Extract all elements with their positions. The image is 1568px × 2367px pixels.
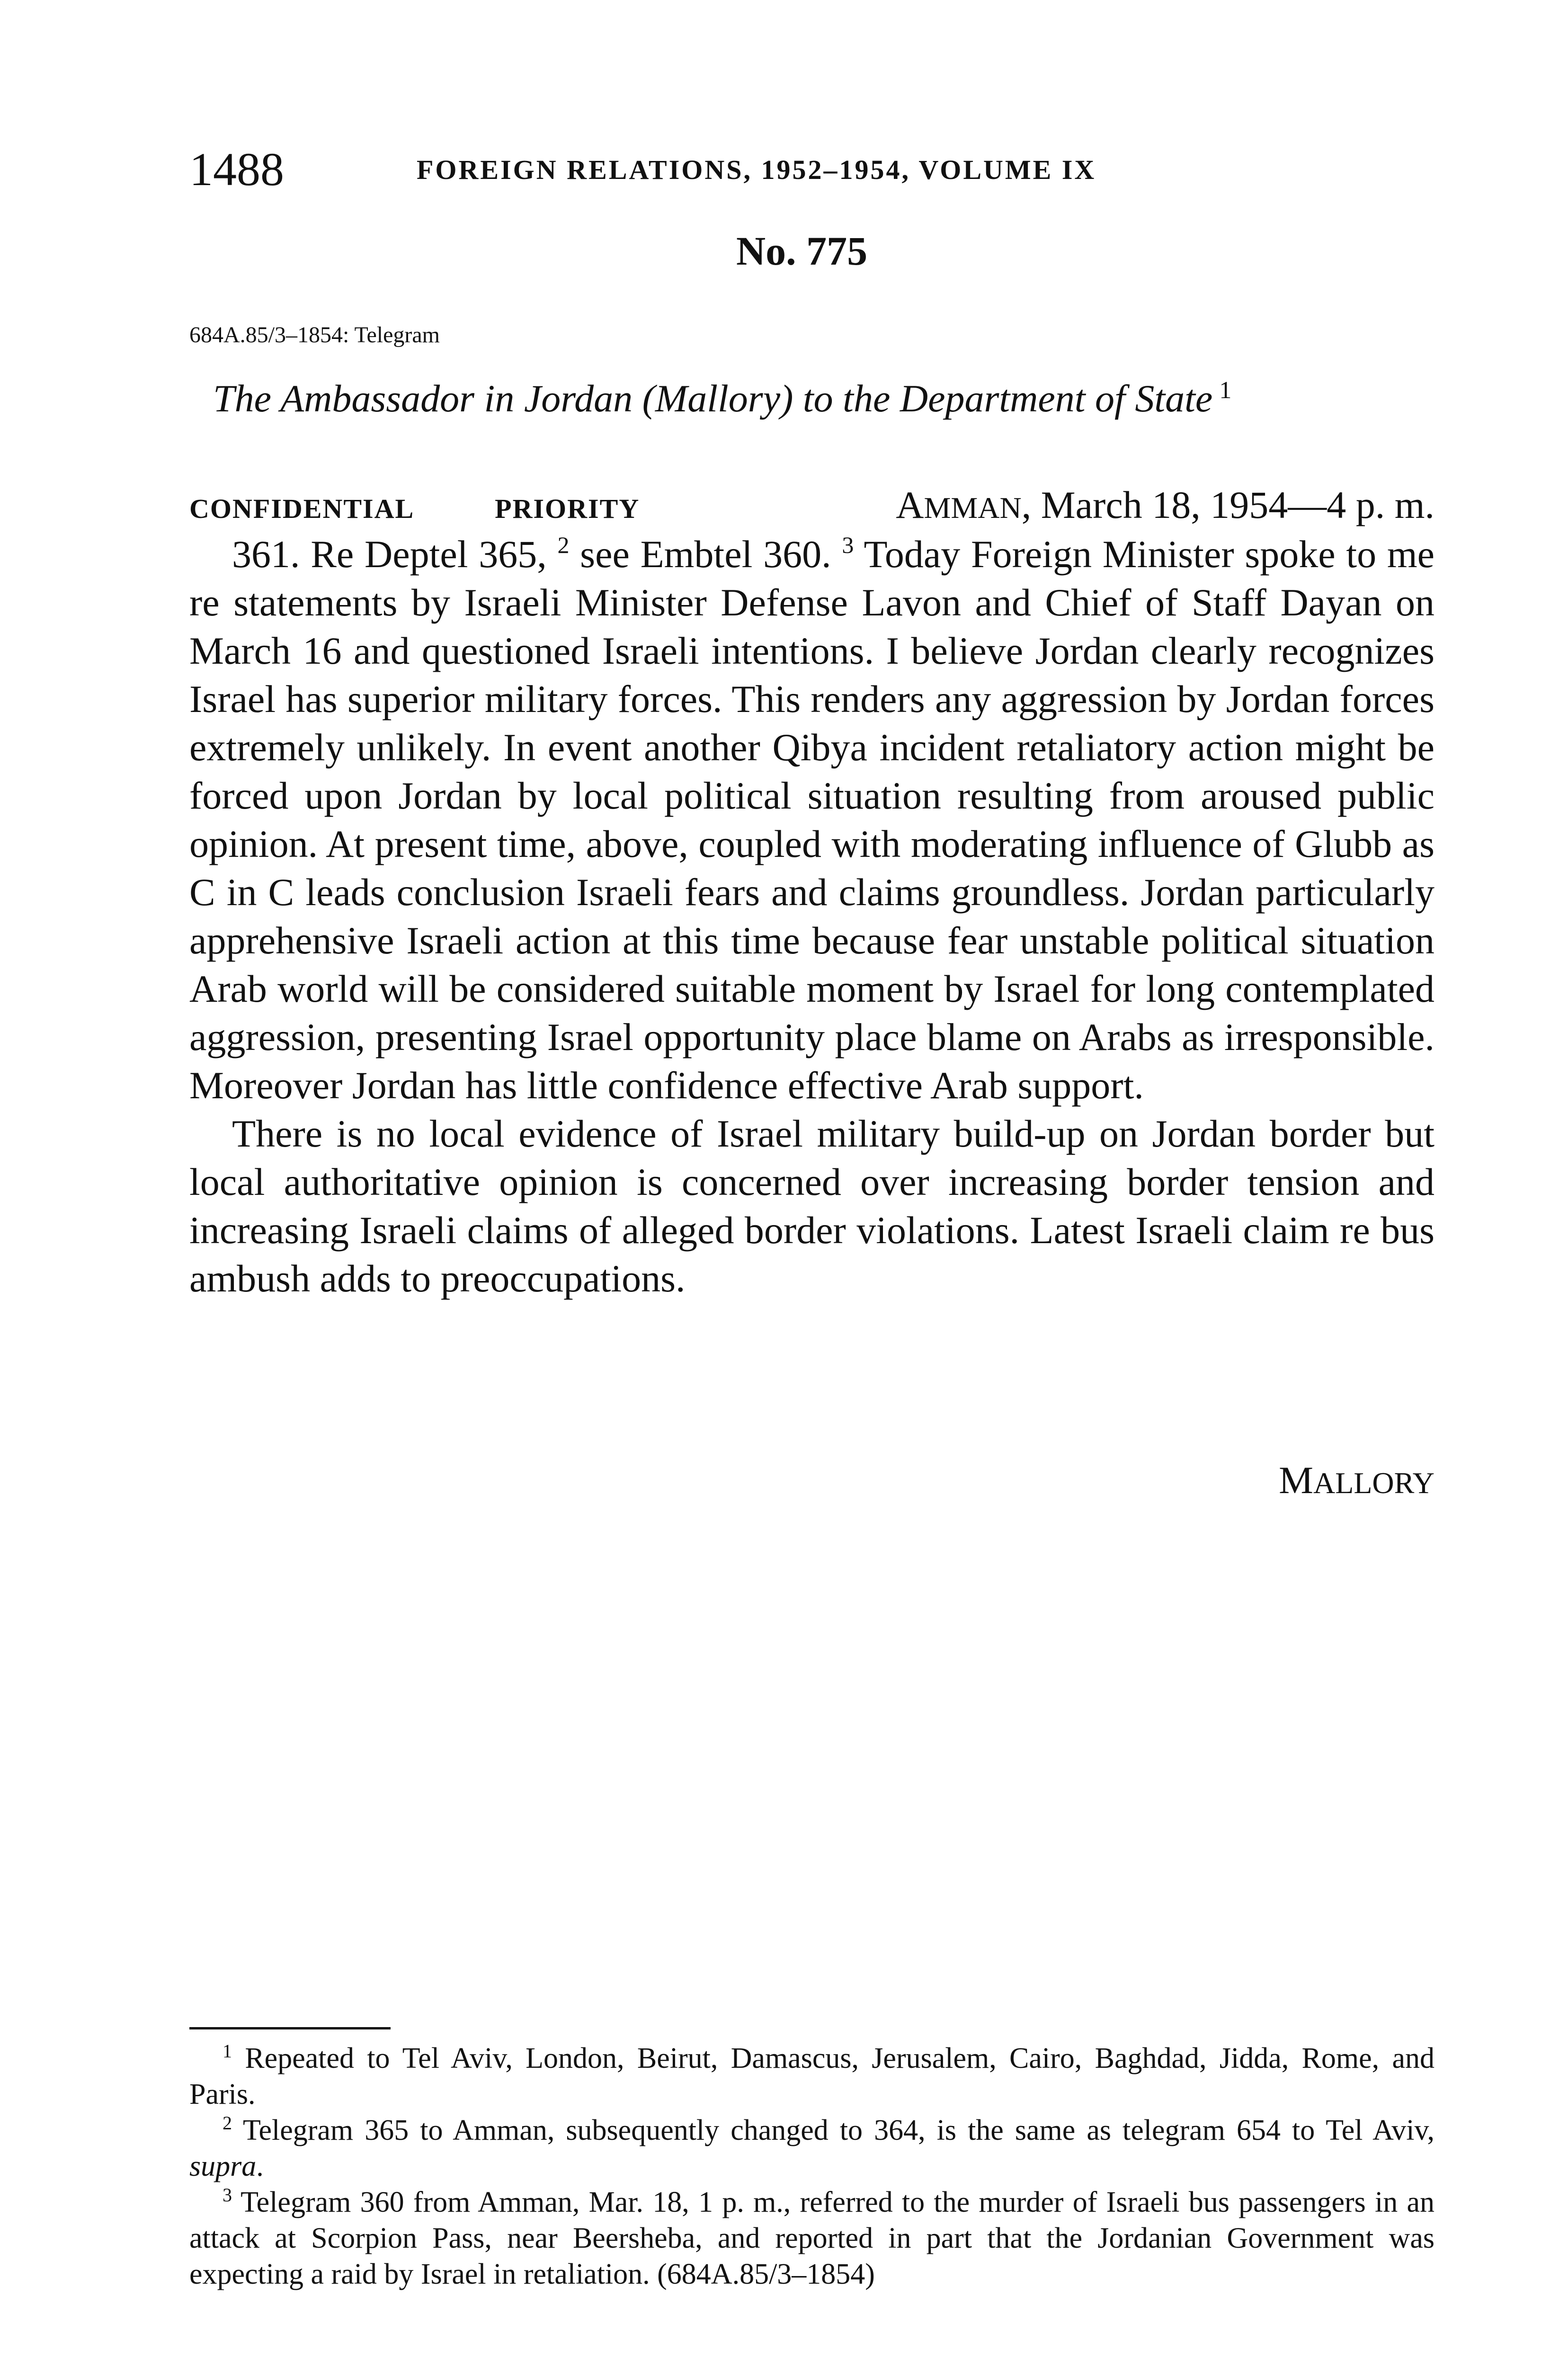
footnote-3-text: Telegram 360 from Amman, Mar. 18, 1 p. m., referred to the murder of Israeli bus passengers in an attack at Scorpion Pass, near Beersheba, and reported in part that the Jordanian Government was expecting a raid by Israel in retaliation. (684A.85/3–1854) [189, 2186, 1434, 2290]
footnote-2-marker: 2 [223, 2112, 232, 2134]
footnote-1 [189, 2040, 1434, 2112]
signature-rest: ALLORY [1313, 1466, 1434, 1500]
file-reference: 684A.85/3–1854: Telegram [189, 322, 440, 347]
dateline-date: , March 18, 1954—4 p. m. [1021, 483, 1434, 526]
dateline-place-rest: MMAN [924, 491, 1022, 525]
paragraph-2: There is no local evidence of Israel military build-up on Jordan border but local authoritative opinion is concerned over increasing border tension and increasing Israeli claims of alleged border violations. Latest Israeli claim re bus ambush adds to preoccupations. [189, 1112, 1434, 1300]
dateline-place-initial: A [896, 483, 924, 526]
title-footnote-marker: 1 [1219, 377, 1232, 404]
running-head: FOREIGN RELATIONS, 1952–1954, VOLUME IX [417, 154, 1096, 185]
paragraph-1-part-1: 361. Re Deptel 365, [232, 533, 547, 576]
classification-line [189, 483, 1434, 527]
document-title [213, 376, 1231, 421]
footnote-1-text: Repeated to Tel Aviv, London, Beirut, Damascus, Jerusalem, Cairo, Baghdad, Jidda, Rome, and Paris. [189, 2042, 1434, 2110]
signature [189, 1458, 1434, 1503]
footnote-2-text-end: . [256, 2150, 264, 2182]
footnote-ref-2: 2 [557, 532, 570, 558]
priority-label: PRIORITY [495, 493, 640, 524]
page-number: 1488 [189, 143, 284, 196]
footnote-1-marker: 1 [223, 2040, 232, 2062]
footnote-3 [189, 2184, 1434, 2292]
footnote-2-italic: supra [189, 2150, 257, 2182]
telegram-body [189, 530, 1434, 1303]
document-number: No. 775 [736, 228, 868, 274]
paragraph-1-part-3: Today Foreign Minister spoke to me re statements by Israeli Minister Defense Lavon and Chief of Staff Dayan on March 16 and questioned Israeli intentions. I believe Jordan clearly recognizes Israel has superior military forces. This renders any aggression by Jordan forces extremely unlikely. In event another Qibya incident retaliatory action might be forced upon Jordan by local political situation resulting from aroused public opinion. At present time, above, coupled with moderating influence of Glubb as C in C leads conclusion Israeli fears and claims groundless. Jordan particularly apprehensive Israeli action at this time because fear unstable political situation Arab world will be considered suitable moment by Israel for long contemplated aggression, presenting Israel opportunity place blame on Arabs as irresponsible. Moreover Jordan has little confidence effective Arab support. [189, 533, 1435, 1107]
footnote-divider [189, 2027, 391, 2029]
footnote-2 [189, 2112, 1434, 2184]
footnotes [189, 2040, 1434, 2292]
paragraph-1-part-2: see Embtel 360. [569, 533, 831, 576]
footnote-ref-3: 3 [842, 532, 854, 558]
signature-initial: M [1279, 1459, 1313, 1502]
dateline [896, 483, 1434, 527]
footnote-3-marker: 3 [223, 2184, 232, 2206]
paragraph-1 [189, 530, 1434, 1110]
document-title-text: The Ambassador in Jordan (Mallory) to the Department of State [213, 377, 1213, 420]
footnote-2-text: Telegram 365 to Amman, subsequently changed to 364, is the same as telegram 654 to Tel Aviv, [232, 2114, 1434, 2146]
classification-label: CONFIDENTIAL [189, 493, 415, 524]
